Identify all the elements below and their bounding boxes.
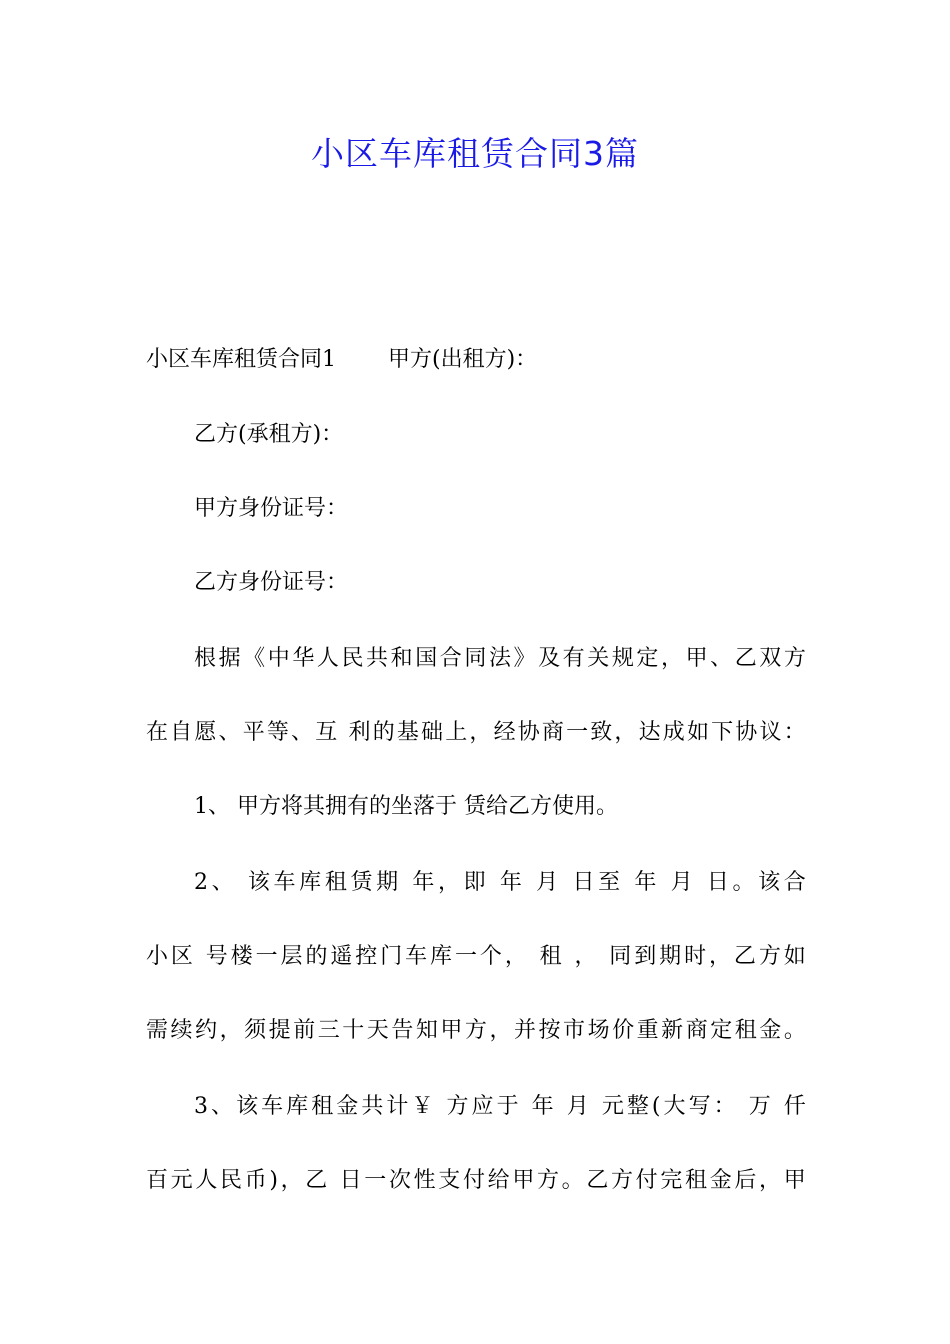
clause-3-line: 3 、 该 车 库 租 金 共 计 ￥ 方 应 于 年 月 元 整 ( 大 写 ： 万 仟 [194,1094,806,1119]
document-title: 小区车库租赁合同3篇 [311,134,639,173]
paragraph-line: 小 区 号 楼 一 层 的 遥 控 门 车 库 一 个 ， 租 ， 同 到 期 时 ， 乙 方 如 [146,944,806,969]
clause-2-line: 2 、 该 车 库 租 赁 期 年 ， 即 年 月 日 至 年 月 日 。 该 合 [194,870,806,895]
party-b-label: 乙方(承租方)： [194,422,344,447]
paragraph-line: 需 续 约 ， 须 提 前 三 十 天 告 知 甲 方 ， 并 按 市 场 价 重 新 商 定 租 金 。 [146,1018,806,1043]
contract-subtitle: 小区车库租赁合同1 [146,347,336,372]
party-b-id-label: 乙方身份证号： [194,570,349,595]
paragraph-line: 在 自 愿 、 平 等 、 互 利 的 基 础 上 ， 经 协 商 一 致 ， 达 成 如 下 协 议 ： [146,720,806,745]
paragraph-line: 百 元 人 民 币 ) ， 乙 日 一 次 性 支 付 给 甲 方 。 乙 方 付 完 租 金 后 ， 甲 [146,1168,806,1193]
party-a-id-label: 甲方身份证号： [194,496,349,521]
paragraph-line: 根 据 《 中 华 人 民 共 和 国 合 同 法 》 及 有 关 规 定 ， 甲 、 乙 双 方 [194,646,806,671]
party-a-label: 甲方(出租方)： [388,347,538,372]
line-contract-heading [146,345,806,375]
clause-1-line: 1、 甲方将其拥有的坐落于 赁给乙方使用。 [194,794,618,819]
